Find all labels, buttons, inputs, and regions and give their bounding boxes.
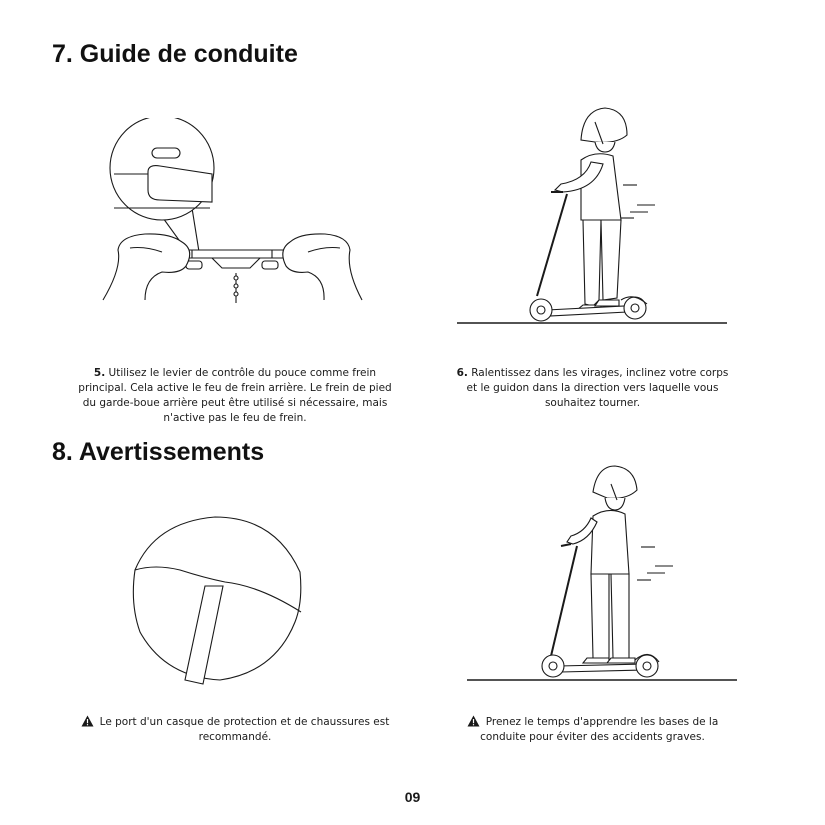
caption-turning <box>455 366 730 411</box>
handlebar-brake-illustration <box>100 118 365 303</box>
page-number: 09 <box>404 789 421 805</box>
warning-text: Le port d'un casque de protection et de chaussures est recommandé. <box>99 716 390 743</box>
rider-standing-illustration <box>465 460 740 685</box>
caption-number: 5. <box>93 367 106 379</box>
caption-text: Ralentissez dans les virages, inclinez votre corps et le guidon dans la direction vers laquelle vous souhaitez tourner. <box>466 367 729 409</box>
caption-brake <box>70 366 400 426</box>
warning-icon <box>81 715 94 727</box>
caption-text: Utilisez le levier de contrôle du pouce comme frein principal. Cela active le feu de frein arrière. Le frein de pied du garde-boue arrière peut être utilisé si nécessaire, mais n'active pas le feu de frein. <box>78 367 392 424</box>
section-title-riding-guide: 7. Guide de conduite <box>52 40 298 68</box>
warning-helmet <box>70 715 400 745</box>
rider-turning-illustration <box>455 100 730 328</box>
warning-icon <box>467 715 480 727</box>
warning-text: Prenez le temps d'apprendre les bases de la conduite pour éviter des accidents graves. <box>480 716 719 743</box>
section-title-warnings: 8. Avertissements <box>52 438 265 466</box>
helmet-illustration <box>125 512 310 687</box>
caption-number: 6. <box>456 367 468 379</box>
warning-learn <box>450 715 735 745</box>
